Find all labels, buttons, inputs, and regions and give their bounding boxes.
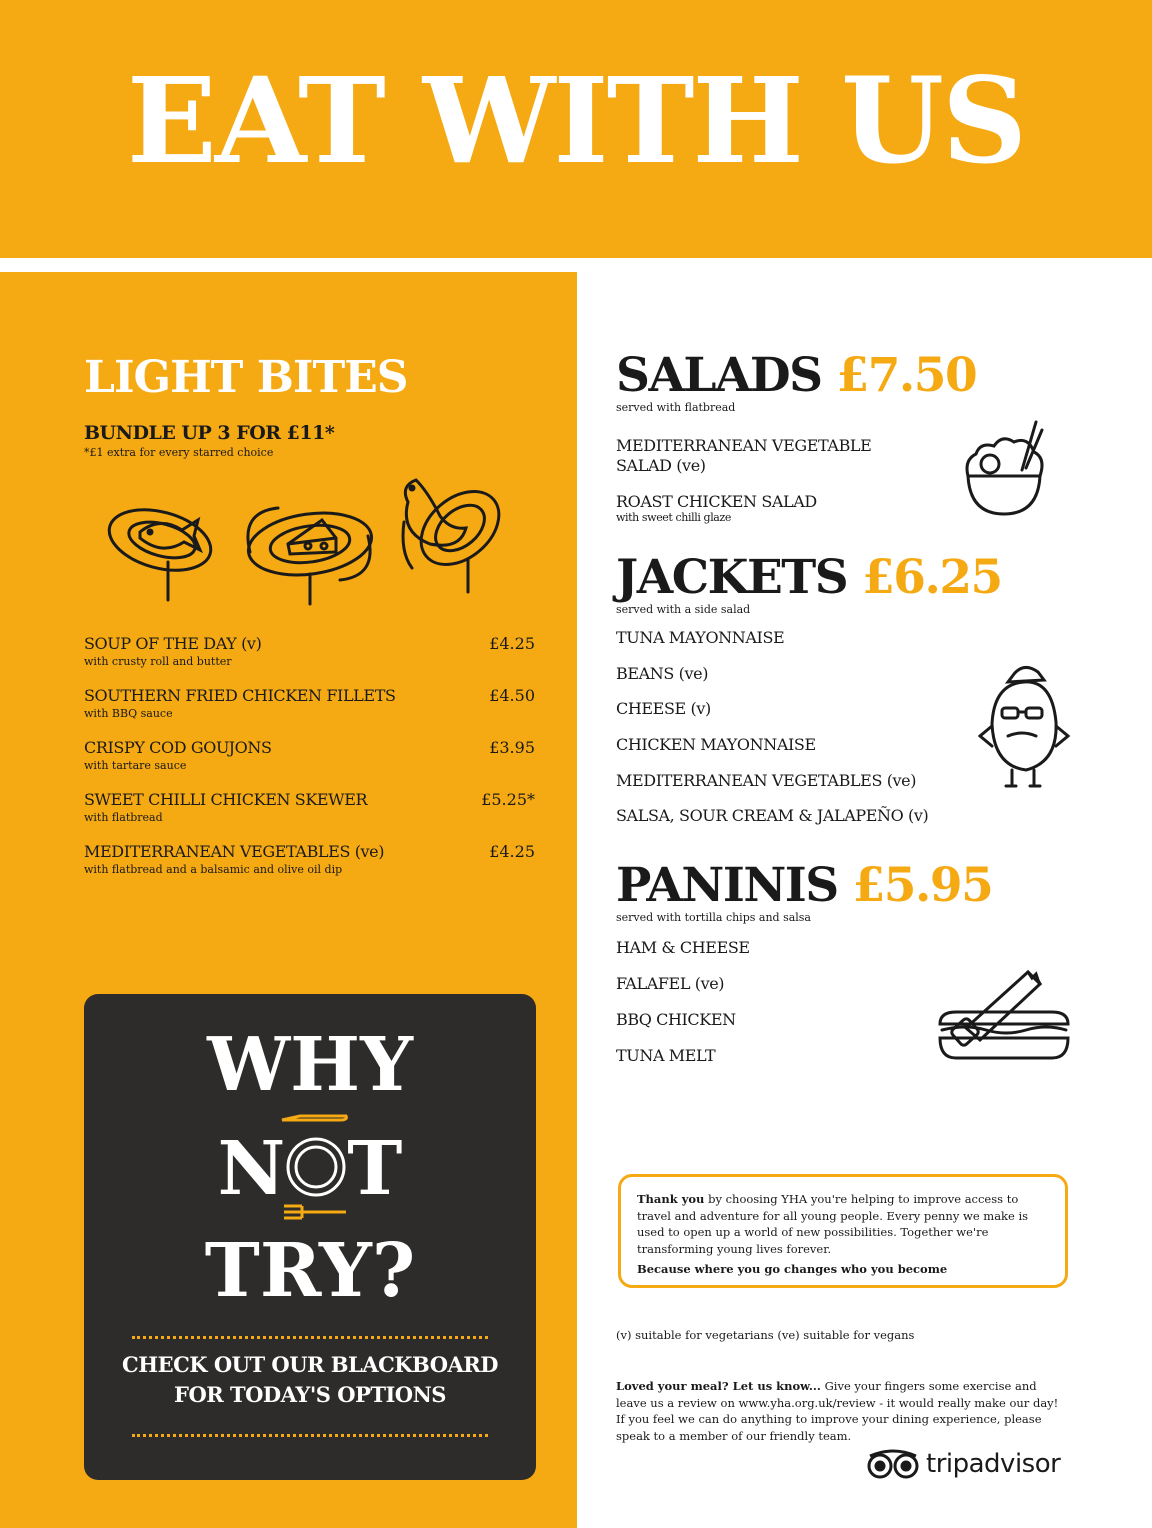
thank-you-box bbox=[618, 1174, 1068, 1288]
jackets-section bbox=[616, 550, 1002, 842]
cta-line-1: CHECK OUT OUR BLACKBOARD bbox=[122, 1352, 498, 1377]
not-n: N bbox=[217, 1126, 286, 1212]
paninis-price: £5.95 bbox=[852, 858, 993, 913]
item-name: CRISPY COD GOUJONS bbox=[84, 738, 272, 757]
not-text bbox=[84, 1126, 536, 1212]
divider-dotted bbox=[132, 1336, 488, 1339]
item-price: £5.25* bbox=[481, 790, 535, 809]
list-item: CHEESE (v) bbox=[616, 699, 711, 718]
dietary-key: (v) suitable for vegetarians (ve) suitable for vegans bbox=[616, 1328, 915, 1342]
plate-cutlery-icon bbox=[285, 1136, 347, 1198]
section-title bbox=[616, 348, 977, 403]
item-price: £4.25 bbox=[489, 842, 535, 861]
item-name: SOUTHERN FRIED CHICKEN FILLETS bbox=[84, 686, 396, 705]
list-item: HAM & CHEESE bbox=[616, 938, 750, 957]
blackboard-cta bbox=[84, 1350, 536, 1410]
jackets-title: JACKETS bbox=[616, 550, 848, 605]
item-desc: with flatbread bbox=[84, 811, 163, 824]
header-banner bbox=[0, 0, 1152, 258]
item-price: £3.95 bbox=[489, 738, 535, 757]
list-item bbox=[84, 634, 539, 686]
cta-line-2: FOR TODAY'S OPTIONS bbox=[174, 1382, 446, 1407]
potato-character-icon bbox=[978, 662, 1072, 792]
why-text: WHY bbox=[207, 1022, 413, 1108]
loved-text: Give your fingers some exercise and leave us a review on www.yha.org.uk/review - it would really make our day! If you feel we can do anything to improve your dining experience, please speak to a member of our friendly team. bbox=[616, 1379, 1059, 1443]
list-item: TUNA MELT bbox=[616, 1046, 716, 1065]
salads-price: £7.50 bbox=[836, 348, 977, 403]
review-prompt bbox=[616, 1378, 1066, 1444]
cheese-plate-icon bbox=[244, 506, 375, 604]
brand-advisor: advisor bbox=[968, 1449, 1061, 1479]
blackboard-panel bbox=[84, 994, 536, 1480]
item-name: SOUP OF THE DAY (v) bbox=[84, 634, 262, 653]
try-text: TRY? bbox=[204, 1228, 416, 1314]
chicken-plate-icon bbox=[403, 477, 513, 592]
list-item: CHICKEN MAYONNAISE bbox=[616, 735, 816, 754]
jackets-price: £6.25 bbox=[862, 550, 1002, 605]
brand-trip: trip bbox=[926, 1449, 969, 1479]
loved-bold: Loved your meal? Let us know... bbox=[616, 1379, 821, 1393]
owl-eyes-icon bbox=[866, 1448, 920, 1480]
fish-plate-icon bbox=[103, 499, 218, 600]
item-desc: with BBQ sauce bbox=[84, 707, 173, 720]
salads-section bbox=[616, 348, 977, 524]
item-desc: with sweet chilli glaze bbox=[616, 511, 731, 524]
item-name: SWEET CHILLI CHICKEN SKEWER bbox=[84, 790, 368, 809]
item-desc: with tartare sauce bbox=[84, 759, 187, 772]
item-name-line1: MEDITERRANEAN VEGETABLE bbox=[616, 436, 872, 455]
paninis-note: served with tortilla chips and salsa bbox=[616, 911, 811, 924]
paninis-title: PANINIS bbox=[616, 858, 838, 913]
list-item: FALAFEL (ve) bbox=[616, 974, 725, 993]
item-price: £4.25 bbox=[489, 634, 535, 653]
list-item bbox=[84, 842, 539, 894]
list-item bbox=[616, 492, 976, 524]
item-name: ROAST CHICKEN SALAD bbox=[616, 492, 817, 511]
item-desc: with crusty roll and butter bbox=[84, 655, 232, 668]
list-item bbox=[84, 790, 539, 842]
light-bites-title: LIGHT BITES bbox=[84, 352, 408, 403]
thanks-text: by choosing YHA you're helping to improve access to travel and adventure for all young people. Every penny we make is used to open up a world of new possibilities. Together we're transforming young lives forever. bbox=[637, 1192, 1029, 1256]
list-item bbox=[84, 686, 539, 738]
panini-saw-icon bbox=[936, 964, 1072, 1064]
list-item bbox=[84, 738, 539, 790]
item-name: MEDITERRANEAN VEGETABLES (ve) bbox=[84, 842, 385, 861]
divider-dotted bbox=[132, 1434, 488, 1437]
list-item bbox=[616, 436, 976, 476]
list-item: BEANS (ve) bbox=[616, 664, 709, 683]
item-price: £4.50 bbox=[489, 686, 535, 705]
list-item: TUNA MAYONNAISE bbox=[616, 628, 785, 647]
light-bites-panel bbox=[0, 272, 577, 1528]
salads-note: served with flatbread bbox=[616, 401, 736, 414]
list-item: MEDITERRANEAN VEGETABLES (ve) bbox=[616, 771, 917, 790]
item-desc: with flatbread and a balsamic and olive oil dip bbox=[84, 863, 343, 876]
light-bites-list bbox=[84, 634, 539, 894]
thanks-bold: Thank you bbox=[637, 1192, 705, 1206]
bundle-note: *£1 extra for every starred choice bbox=[84, 446, 274, 459]
section-title bbox=[616, 550, 1002, 605]
fork-icon bbox=[280, 1202, 350, 1222]
salad-bowl-icon bbox=[962, 414, 1046, 518]
tripadvisor-logo bbox=[866, 1446, 1060, 1482]
spinning-plates-illustration bbox=[100, 472, 520, 612]
jackets-note: served with a side salad bbox=[616, 603, 751, 616]
page-title: EAT WITH US bbox=[126, 51, 1026, 190]
knife-icon bbox=[280, 1112, 350, 1128]
tripadvisor-wordmark bbox=[926, 1449, 1060, 1479]
item-name-line2: SALAD (ve) bbox=[616, 456, 706, 475]
list-item: SALSA, SOUR CREAM & JALAPEÑO (v) bbox=[616, 806, 929, 825]
bundle-offer: BUNDLE UP 3 FOR £11* bbox=[84, 422, 335, 444]
salads-title: SALADS bbox=[616, 348, 822, 403]
section-title bbox=[616, 858, 993, 913]
list-item: BBQ CHICKEN bbox=[616, 1010, 736, 1029]
thanks-tagline: Because where you go changes who you become bbox=[637, 1262, 948, 1276]
not-t: T bbox=[347, 1126, 403, 1212]
